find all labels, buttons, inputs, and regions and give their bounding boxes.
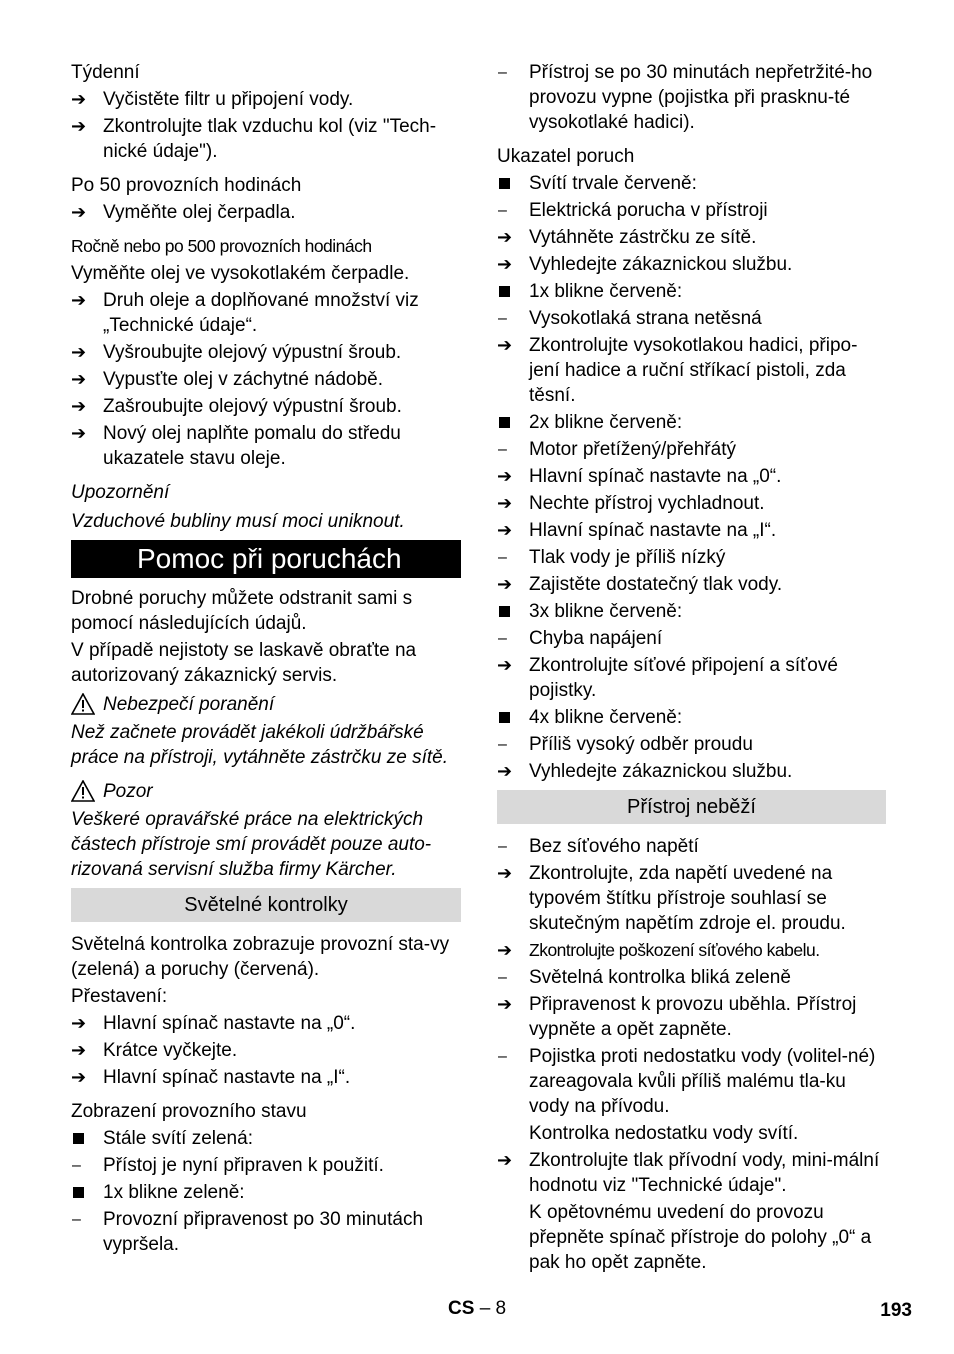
reset-label: Přestavení:	[71, 986, 168, 1007]
not-running-list	[497, 834, 886, 1275]
list-item	[497, 198, 886, 223]
arrow-right-icon: ➔	[71, 116, 87, 136]
dash-bullet-icon: –	[498, 736, 507, 753]
list-item-text: Zašroubujte olejový výpustní šroub.	[103, 396, 402, 417]
list-item-text: Vysokotlaká strana netěsná	[529, 308, 762, 329]
yearly-heading: Ročně nebo po 500 provozních hodinách	[71, 236, 372, 256]
list-item-text: 1x blikne červeně:	[529, 281, 683, 302]
list-item	[71, 1180, 461, 1205]
lights-intro: Světelná kontrolka zobrazuje provozní sta-vy (zelená) a poruchy (červená).	[71, 934, 450, 980]
list-item	[71, 1011, 461, 1036]
list-item-text: Pojistka proti nedostatku vody (volitel-né) zareagovala kvůli příliš malému tla-ku vody na přívodu.	[529, 1046, 876, 1117]
list-item-text: Nechte přístroj vychladnout.	[529, 493, 765, 514]
note-label: Upozornění	[71, 482, 170, 503]
list-item	[497, 759, 886, 784]
dash-bullet-icon: –	[498, 969, 507, 986]
arrow-right-icon: ➔	[497, 574, 513, 594]
list-item-text: Připravenost k provozu uběhla. Přístroj vypněte a opět zapněte.	[529, 994, 857, 1040]
yearly-intro: Vyměňte olej ve vysokotlakém čerpadle.	[71, 263, 410, 284]
list-item-text: Hlavní spínač nastavte na „I“.	[529, 520, 777, 541]
list-item-text: Vyčistěte filtr u připojení vody.	[103, 89, 354, 110]
square-bullet-icon	[497, 599, 525, 624]
arrow-right-icon: ➔	[497, 335, 513, 355]
list-item	[71, 1038, 461, 1063]
list-item	[497, 545, 886, 570]
square-bullet-icon	[497, 171, 525, 196]
list-item-text: Vypusťte olej v záchytné nádobě.	[103, 369, 383, 390]
fault-list	[497, 171, 886, 784]
list-item	[497, 599, 886, 624]
not-running-title: Přístroj neběží	[497, 790, 886, 824]
list-item-text: Světelná kontrolka bliká zeleně	[529, 967, 791, 988]
caution-text: Veškeré opravářské práce na elektrických částech přístroje smí provádět pouze auto-rizovaná servisní služba firmy Kärcher.	[71, 809, 432, 880]
list-item-text: Příliš vysoký odběr proudu	[529, 734, 753, 755]
list-item-text: Hlavní spínač nastavte na „0“.	[103, 1013, 356, 1034]
list-item	[497, 518, 886, 543]
list-item-text: Svítí trvale červeně:	[529, 173, 697, 194]
list-item-text: Vyměňte olej čerpadla.	[103, 202, 296, 223]
list-item-text: Stále svítí zelená:	[103, 1128, 253, 1149]
arrow-right-icon: ➔	[497, 493, 513, 513]
arrow-right-icon: ➔	[71, 342, 87, 362]
dash-bullet-icon: –	[498, 64, 507, 81]
danger-text: Než začnete provádět jakékoli údržbářské práce na přístroji, vytáhněte zástrčku ze sítě.	[71, 722, 449, 768]
list-item-text: Zkontrolujte tlak přívodní vody, mini-mální hodnotu viz "Technické údaje".	[529, 1150, 880, 1196]
list-item	[71, 421, 461, 471]
list-item-text: Tlak vody je příliš nízký	[529, 547, 726, 568]
list-item	[71, 394, 461, 419]
arrow-right-icon: ➔	[497, 940, 512, 960]
list-item-text: Bez síťového napětí	[529, 836, 699, 857]
list-item-text: Vyhledejte zákaznickou službu.	[529, 254, 793, 275]
warning-triangle-icon	[71, 693, 95, 715]
left-column	[71, 60, 461, 1259]
list-item	[71, 367, 461, 392]
note-text: Vzduchové bubliny musí moci uniknout.	[71, 511, 405, 532]
square-bullet-icon	[71, 1180, 99, 1205]
footer-section-page: – 8	[479, 1298, 507, 1319]
arrow-right-icon: ➔	[71, 290, 87, 310]
caution-label: Pozor	[103, 781, 153, 802]
h50-list	[71, 200, 461, 225]
dash-bullet-icon: –	[498, 549, 507, 566]
yearly-list	[71, 288, 461, 471]
list-item	[497, 965, 886, 990]
list-item	[71, 200, 461, 225]
dash-bullet-icon: –	[72, 1211, 81, 1228]
square-bullet-icon	[497, 410, 525, 435]
dash-bullet-icon: –	[72, 1157, 81, 1174]
list-item	[497, 171, 886, 196]
arrow-right-icon: ➔	[497, 761, 513, 781]
list-item	[497, 252, 886, 277]
dash-bullet-icon: –	[498, 202, 507, 219]
list-item	[497, 306, 886, 331]
list-item	[497, 732, 886, 757]
dash-bullet-icon: –	[498, 630, 507, 647]
list-item	[497, 1200, 886, 1275]
danger-notice	[71, 692, 461, 717]
list-item-text: 4x blikne červeně:	[529, 707, 683, 728]
status-list	[71, 1126, 461, 1257]
dash-bullet-icon: –	[498, 838, 507, 855]
dash-bullet-icon: –	[498, 1048, 507, 1065]
square-bullet-icon	[497, 279, 525, 304]
list-item-text: Zkontrolujte, zda napětí uvedené na typovém štítku přístroje souhlasí se skutečným napětím zdroje el. proudu.	[529, 863, 846, 934]
list-item	[497, 653, 886, 703]
footer-language	[448, 1296, 506, 1321]
list-item-text: 3x blikne červeně:	[529, 601, 683, 622]
list-item-text: Chyba napájení	[529, 628, 663, 649]
arrow-right-icon: ➔	[497, 1150, 513, 1170]
list-item-text: K opětovnému uvedení do provozu přepněte spínač přístroje do polohy „0“ a pak ho opět zapněte.	[529, 1202, 872, 1273]
list-item	[71, 1153, 461, 1178]
arrow-right-icon: ➔	[497, 655, 513, 675]
warning-triangle-icon	[71, 780, 95, 802]
arrow-right-icon: ➔	[71, 89, 87, 109]
list-item-text: Přístoj je nyní připraven k použití.	[103, 1155, 384, 1176]
page-number: 193	[880, 1300, 912, 1321]
footer-lang: CS	[448, 1298, 475, 1319]
section-title: Pomoc při poruchách	[71, 540, 461, 578]
list-item-text: Zkontrolujte síťové připojení a síťové pojistky.	[529, 655, 838, 701]
list-item	[497, 705, 886, 730]
list-item	[71, 1207, 461, 1257]
list-item	[497, 572, 886, 597]
list-item	[497, 333, 886, 408]
list-item	[71, 340, 461, 365]
arrow-right-icon: ➔	[71, 202, 87, 222]
list-item	[71, 1065, 461, 1090]
list-item-text: Zajistěte dostatečný tlak vody.	[529, 574, 783, 595]
list-item-text: Přístroj se po 30 minutách nepřetržité-ho provozu vypne (pojistka při prasknu-té vysokotlaké hadici).	[529, 62, 873, 133]
list-item	[71, 114, 461, 164]
list-item-text: Zkontrolujte vysokotlakou hadici, připo-jení hadice a ruční stříkací pistoli, zda těsní.	[529, 335, 858, 406]
list-item-text: Krátce vyčkejte.	[103, 1040, 238, 1061]
list-item-text: 1x blikne zeleně:	[103, 1182, 245, 1203]
list-item-text: Nový olej naplňte pomalu do středu ukazatele stavu oleje.	[103, 423, 401, 469]
list-item	[497, 464, 886, 489]
arrow-right-icon: ➔	[71, 1013, 87, 1033]
arrow-right-icon: ➔	[497, 863, 513, 883]
arrow-right-icon: ➔	[71, 369, 87, 389]
right-column	[497, 60, 886, 1277]
h50-heading: Po 50 provozních hodinách	[71, 175, 302, 196]
list-item	[497, 1044, 886, 1119]
top-list	[497, 60, 886, 135]
list-item	[497, 938, 886, 963]
lights-title: Světelné kontrolky	[71, 888, 461, 922]
dash-bullet-icon: –	[498, 310, 507, 327]
list-item	[497, 437, 886, 462]
arrow-right-icon: ➔	[497, 520, 513, 540]
list-item-text: Elektrická porucha v přístroji	[529, 200, 768, 221]
list-item	[497, 60, 886, 135]
fault-heading: Ukazatel poruch	[497, 146, 635, 167]
danger-label: Nebezpečí poranění	[103, 694, 275, 715]
list-item	[497, 279, 886, 304]
square-bullet-icon	[71, 1126, 99, 1151]
list-item	[497, 225, 886, 250]
list-item-text: Vyhledejte zákaznickou službu.	[529, 761, 793, 782]
list-item	[497, 992, 886, 1042]
list-item	[71, 288, 461, 338]
arrow-right-icon: ➔	[497, 994, 513, 1014]
status-heading: Zobrazení provozního stavu	[71, 1101, 307, 1122]
list-item-text: Zkontrolujte poškození síťového kabelu.	[529, 940, 820, 960]
list-item	[497, 410, 886, 435]
list-item	[497, 861, 886, 936]
list-item-text: Provozní připravenost po 30 minutách vypršela.	[103, 1209, 424, 1255]
list-item-text: Vytáhněte zástrčku ze sítě.	[529, 227, 757, 248]
weekly-heading: Týdenní	[71, 62, 140, 83]
list-item-text: Hlavní spínač nastavte na „0“.	[529, 466, 782, 487]
list-item-text: Vyšroubujte olejový výpustní šroub.	[103, 342, 402, 363]
weekly-list	[71, 87, 461, 164]
arrow-right-icon: ➔	[497, 254, 513, 274]
list-item-text: Zkontrolujte tlak vzduchu kol (viz "Tech-nické údaje").	[103, 116, 437, 162]
arrow-right-icon: ➔	[71, 1040, 87, 1060]
arrow-right-icon: ➔	[71, 423, 87, 443]
reset-list	[71, 1011, 461, 1090]
caution-notice	[71, 779, 461, 804]
square-bullet-icon	[497, 705, 525, 730]
list-item-text: 2x blikne červeně:	[529, 412, 683, 433]
arrow-right-icon: ➔	[497, 466, 513, 486]
intro-text-1: Drobné poruchy můžete odstranit sami s pomocí následujících údajů.	[71, 588, 413, 634]
list-item	[497, 834, 886, 859]
list-item-text: Kontrolka nedostatku vody svítí.	[529, 1123, 799, 1144]
list-item-text: Hlavní spínač nastavte na „I“.	[103, 1067, 351, 1088]
list-item-text: Motor přetížený/přehřátý	[529, 439, 736, 460]
arrow-right-icon: ➔	[497, 227, 513, 247]
list-item-text: Druh oleje a doplňované množství viz „Technické údaje“.	[103, 290, 419, 336]
list-item	[497, 491, 886, 516]
list-item	[497, 1121, 886, 1146]
list-item	[71, 87, 461, 112]
intro-text-2: V případě nejistoty se laskavě obraťte na autorizovaný zákaznický servis.	[71, 640, 417, 686]
dash-bullet-icon: –	[498, 441, 507, 458]
list-item	[71, 1126, 461, 1151]
arrow-right-icon: ➔	[71, 396, 87, 416]
list-item	[497, 626, 886, 651]
list-item	[497, 1148, 886, 1198]
arrow-right-icon: ➔	[71, 1067, 87, 1087]
